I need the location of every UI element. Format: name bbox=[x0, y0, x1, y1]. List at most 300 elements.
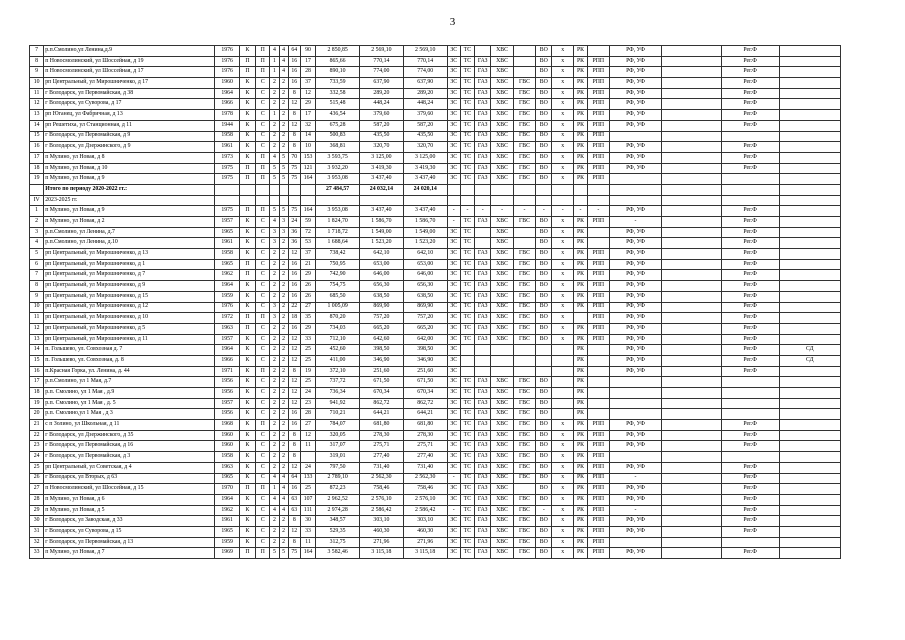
cell-s5: ГВС bbox=[513, 548, 535, 559]
cell-extra_a: 27 bbox=[300, 302, 315, 313]
cell-n: 14 bbox=[30, 345, 44, 356]
cell-empty bbox=[662, 526, 721, 537]
cell-extra_a: 25 bbox=[300, 355, 315, 366]
cell-s3: ГАЗ bbox=[475, 142, 491, 153]
cell-year: 1971 bbox=[215, 366, 239, 377]
cell-type: С bbox=[256, 88, 270, 99]
cell-addr: г Володарск, ул Заводская, д 33 bbox=[44, 516, 215, 527]
cell-mat: К bbox=[239, 99, 255, 110]
cell-s10: РФ, УФ bbox=[609, 88, 662, 99]
cell-s4: ХВС bbox=[491, 473, 513, 484]
cell-s7: х bbox=[552, 67, 573, 78]
table-row bbox=[30, 259, 841, 270]
cell-s1 bbox=[447, 195, 460, 206]
cell-n: 11 bbox=[30, 88, 44, 99]
cell-s10 bbox=[609, 537, 662, 548]
cell-extra_a: 11 bbox=[300, 537, 315, 548]
cell-area_res: 271,96 bbox=[403, 537, 447, 548]
cell-s1: ЗС bbox=[447, 46, 460, 57]
cell-s7: х bbox=[552, 516, 573, 527]
cell-apts bbox=[288, 195, 300, 206]
cell-entr: 2 bbox=[279, 398, 288, 409]
cell-s2: ТС bbox=[460, 110, 474, 121]
cell-year: 1958 bbox=[215, 131, 239, 142]
cell-apts: 8 bbox=[288, 441, 300, 452]
cell-area_res: 278,30 bbox=[403, 430, 447, 441]
cell-s8: РК bbox=[573, 526, 587, 537]
cell-s3: ГАЗ bbox=[475, 409, 491, 420]
cell-area_living: 638,50 bbox=[360, 291, 404, 302]
cell-s9: РПП bbox=[588, 270, 609, 281]
cell-s1: ЗС bbox=[447, 537, 460, 548]
cell-s5: ГВС bbox=[513, 452, 535, 463]
cell-area_total: 529,35 bbox=[316, 526, 360, 537]
cell-area_living bbox=[360, 195, 404, 206]
cell-addr: п. Гольшево, ул. Совхозная д. 7 bbox=[44, 345, 215, 356]
cell-addr: р.п.Смолино, ул Ленина, д.7 bbox=[44, 227, 215, 238]
cell-area_total: 1 005,09 bbox=[316, 302, 360, 313]
cell-floors: 2 bbox=[270, 99, 279, 110]
cell-addr: рп Центральный, ул Мирошниченко, д 15 bbox=[44, 291, 215, 302]
cell-floors: 4 bbox=[270, 46, 279, 57]
cell-s5: ГВС bbox=[513, 142, 535, 153]
cell-s7 bbox=[552, 377, 573, 388]
cell-s1: ЗС bbox=[447, 377, 460, 388]
cell-n: 2 bbox=[30, 217, 44, 228]
cell-s7 bbox=[552, 184, 573, 195]
cell-year: 1960 bbox=[215, 78, 239, 89]
cell-extra bbox=[779, 238, 840, 249]
cell-area_total: 320,05 bbox=[316, 430, 360, 441]
cell-empty bbox=[662, 516, 721, 527]
cell-apts: 63 bbox=[288, 505, 300, 516]
cell-area_total: 2 789,10 bbox=[316, 473, 360, 484]
cell-floors: 4 bbox=[270, 473, 279, 484]
cell-mat: П bbox=[239, 323, 255, 334]
cell-type: П bbox=[256, 174, 270, 185]
cell-addr: п Мулино, ул Новая, д 9 bbox=[44, 206, 215, 217]
cell-empty bbox=[662, 142, 721, 153]
cell-s1: ЗС bbox=[447, 388, 460, 399]
cell-s3: ГАЗ bbox=[475, 99, 491, 110]
cell-owner: Рег.Ф bbox=[721, 163, 779, 174]
cell-mat: П bbox=[239, 56, 255, 67]
cell-s2: ТС bbox=[460, 217, 474, 228]
cell-s8: РК bbox=[573, 120, 587, 131]
cell-entr: 2 bbox=[279, 537, 288, 548]
cell-n: 22 bbox=[30, 430, 44, 441]
cell-s4: - bbox=[491, 206, 513, 217]
cell-s9 bbox=[588, 366, 609, 377]
cell-s3: ГАЗ bbox=[475, 249, 491, 260]
cell-s6: ВО bbox=[536, 420, 552, 431]
cell-s6: ВО bbox=[536, 388, 552, 399]
cell-apts: 8 bbox=[288, 366, 300, 377]
cell-n: IV bbox=[30, 195, 44, 206]
cell-s1: ЗС bbox=[447, 238, 460, 249]
cell-addr: г Володарск, ул Суворова, д 17 bbox=[44, 99, 215, 110]
table-row bbox=[30, 345, 841, 356]
cell-area_total: 784,07 bbox=[316, 420, 360, 431]
cell-entr: 2 bbox=[279, 142, 288, 153]
cell-s9: РПП bbox=[588, 131, 609, 142]
cell-s10: РФ, УФ bbox=[609, 99, 662, 110]
section-header-row bbox=[30, 195, 841, 206]
cell-n: 8 bbox=[30, 281, 44, 292]
cell-empty bbox=[662, 99, 721, 110]
cell-extra_a: 121 bbox=[300, 163, 315, 174]
cell-empty bbox=[662, 355, 721, 366]
cell-addr: г Володарск, ул Суворова, д 15 bbox=[44, 526, 215, 537]
cell-s8: РК bbox=[573, 67, 587, 78]
cell-extra bbox=[779, 494, 840, 505]
cell-owner: Рег.Ф bbox=[721, 473, 779, 484]
cell-s3: ГАЗ bbox=[475, 505, 491, 516]
cell-area_living: 656,30 bbox=[360, 281, 404, 292]
cell-type: П bbox=[256, 56, 270, 67]
cell-owner: Рег.Ф bbox=[721, 99, 779, 110]
cell-n: 33 bbox=[30, 548, 44, 559]
cell-extra_a: 26 bbox=[300, 281, 315, 292]
cell-extra_a: 29 bbox=[300, 270, 315, 281]
cell-s9 bbox=[588, 409, 609, 420]
cell-s8: РК bbox=[573, 323, 587, 334]
cell-s7: х bbox=[552, 441, 573, 452]
cell-s3: ГАЗ bbox=[475, 537, 491, 548]
cell-floors: 2 bbox=[270, 355, 279, 366]
cell-s5: - bbox=[513, 206, 535, 217]
cell-area_living: 303,10 bbox=[360, 516, 404, 527]
cell-area_total: 411,00 bbox=[316, 355, 360, 366]
cell-s5: ГВС bbox=[513, 110, 535, 121]
cell-s9: РПП bbox=[588, 88, 609, 99]
cell-s4: ХВС bbox=[491, 259, 513, 270]
cell-mat: К bbox=[239, 398, 255, 409]
cell-s3 bbox=[475, 46, 491, 57]
cell-n: 29 bbox=[30, 505, 44, 516]
cell-area_living: 665,20 bbox=[360, 323, 404, 334]
cell-s3: ГАЗ bbox=[475, 430, 491, 441]
cell-apts: 12 bbox=[288, 462, 300, 473]
cell-s5: ГВС bbox=[513, 120, 535, 131]
cell-s6: ВО bbox=[536, 249, 552, 260]
cell-s2: ТС bbox=[460, 388, 474, 399]
cell-area_res: 642,10 bbox=[403, 249, 447, 260]
cell-area_living: 398,50 bbox=[360, 345, 404, 356]
cell-mat: К bbox=[239, 291, 255, 302]
cell-s4: ХВС bbox=[491, 270, 513, 281]
cell-extra_a: 25 bbox=[300, 484, 315, 495]
cell-year: 1966 bbox=[215, 355, 239, 366]
cell-area_total: 865,66 bbox=[316, 56, 360, 67]
cell-area_living: 770,14 bbox=[360, 56, 404, 67]
cell-s3: ГАЗ bbox=[475, 110, 491, 121]
cell-s7 bbox=[552, 388, 573, 399]
cell-type: С bbox=[256, 430, 270, 441]
cell-s4 bbox=[491, 355, 513, 366]
cell-owner: Рег.Ф bbox=[721, 355, 779, 366]
cell-floors: 2 bbox=[270, 88, 279, 99]
cell-owner: Рег.Ф bbox=[721, 441, 779, 452]
cell-addr: Итого по периоду 2020-2022 гг.: bbox=[44, 184, 215, 195]
cell-mat: П bbox=[239, 313, 255, 324]
cell-mat: П bbox=[239, 270, 255, 281]
cell-mat: К bbox=[239, 473, 255, 484]
cell-floors: 5 bbox=[270, 548, 279, 559]
cell-apts: 8 bbox=[288, 142, 300, 153]
cell-s4: ХВС bbox=[491, 99, 513, 110]
cell-empty bbox=[662, 537, 721, 548]
cell-s8: РК bbox=[573, 462, 587, 473]
cell-s10 bbox=[609, 377, 662, 388]
cell-empty bbox=[662, 441, 721, 452]
cell-extra bbox=[779, 484, 840, 495]
cell-s7: х bbox=[552, 537, 573, 548]
cell-area_res: 637,90 bbox=[403, 78, 447, 89]
cell-s4: ХВС bbox=[491, 388, 513, 399]
cell-apts: 16 bbox=[288, 291, 300, 302]
cell-s1: ЗС bbox=[447, 110, 460, 121]
cell-entr: 2 bbox=[279, 377, 288, 388]
cell-entr: 2 bbox=[279, 302, 288, 313]
cell-type: С bbox=[256, 462, 270, 473]
cell-type: С bbox=[256, 249, 270, 260]
cell-n: 4 bbox=[30, 238, 44, 249]
cell-n: 25 bbox=[30, 462, 44, 473]
cell-entr: 4 bbox=[279, 56, 288, 67]
cell-extra bbox=[779, 67, 840, 78]
cell-s1: ЗС bbox=[447, 494, 460, 505]
cell-extra bbox=[779, 152, 840, 163]
cell-s9: РПП bbox=[588, 516, 609, 527]
cell-s8: РК bbox=[573, 473, 587, 484]
cell-extra bbox=[779, 78, 840, 89]
cell-s7: х bbox=[552, 430, 573, 441]
cell-extra bbox=[779, 537, 840, 548]
cell-floors: 2 bbox=[270, 142, 279, 153]
cell-type: С bbox=[256, 473, 270, 484]
cell-n: 16 bbox=[30, 366, 44, 377]
cell-floors: 2 bbox=[270, 398, 279, 409]
cell-floors: 2 bbox=[270, 462, 279, 473]
table-row bbox=[30, 131, 841, 142]
cell-s2 bbox=[460, 366, 474, 377]
cell-area_living: 289,20 bbox=[360, 88, 404, 99]
cell-year: 1960 bbox=[215, 430, 239, 441]
cell-addr: рп Центральный, ул Мирошниченко, д 13 bbox=[44, 249, 215, 260]
cell-empty bbox=[662, 120, 721, 131]
cell-empty bbox=[662, 388, 721, 399]
cell-s7: х bbox=[552, 473, 573, 484]
cell-empty bbox=[662, 88, 721, 99]
cell-area_living: 758,46 bbox=[360, 484, 404, 495]
cell-owner bbox=[721, 452, 779, 463]
cell-year: 1965 bbox=[215, 526, 239, 537]
cell-area_res: 670,34 bbox=[403, 388, 447, 399]
cell-type: С bbox=[256, 110, 270, 121]
cell-s10: РФ, УФ bbox=[609, 355, 662, 366]
cell-s7 bbox=[552, 366, 573, 377]
cell-area_total: 737,72 bbox=[316, 377, 360, 388]
cell-s1: ЗС bbox=[447, 430, 460, 441]
cell-s1: - bbox=[447, 217, 460, 228]
cell-n: 17 bbox=[30, 152, 44, 163]
cell-type: С bbox=[256, 516, 270, 527]
cell-s3: ГАЗ bbox=[475, 548, 491, 559]
cell-s3: - bbox=[475, 206, 491, 217]
cell-mat: К bbox=[239, 227, 255, 238]
cell-empty bbox=[662, 484, 721, 495]
cell-s5: ГВС bbox=[513, 78, 535, 89]
cell-area_living: 644,21 bbox=[360, 409, 404, 420]
cell-area_total: 332,58 bbox=[316, 88, 360, 99]
cell-s6: ВО bbox=[536, 152, 552, 163]
cell-s5: ГВС bbox=[513, 462, 535, 473]
cell-s4: ХВС bbox=[491, 88, 513, 99]
cell-area_living: 2 576,10 bbox=[360, 494, 404, 505]
cell-addr: р.п.Смолино,ул Ленина,д.9 bbox=[44, 46, 215, 57]
cell-empty bbox=[662, 452, 721, 463]
cell-s2: ТС bbox=[460, 537, 474, 548]
cell-n: 21 bbox=[30, 420, 44, 431]
cell-s3: ГАЗ bbox=[475, 516, 491, 527]
cell-s6: ВО bbox=[536, 131, 552, 142]
cell-s2 bbox=[460, 345, 474, 356]
cell-n: 9 bbox=[30, 291, 44, 302]
cell-empty bbox=[662, 163, 721, 174]
cell-s1: ЗС bbox=[447, 526, 460, 537]
cell-floors: 1 bbox=[270, 67, 279, 78]
cell-extra bbox=[779, 281, 840, 292]
cell-s7: х bbox=[552, 420, 573, 431]
table-row bbox=[30, 409, 841, 420]
cell-floors: 3 bbox=[270, 302, 279, 313]
cell-year: 1965 bbox=[215, 473, 239, 484]
cell-s1: ЗС bbox=[447, 355, 460, 366]
cell-type: С bbox=[256, 99, 270, 110]
cell-year: 1969 bbox=[215, 548, 239, 559]
cell-s8: РК bbox=[573, 516, 587, 527]
cell-s1: ЗС bbox=[447, 398, 460, 409]
cell-s1: ЗС bbox=[447, 302, 460, 313]
cell-mat: П bbox=[239, 163, 255, 174]
cell-extra bbox=[779, 99, 840, 110]
cell-s2: ТС bbox=[460, 142, 474, 153]
cell-s10: РФ, УФ bbox=[609, 484, 662, 495]
cell-s10: РФ, УФ bbox=[609, 46, 662, 57]
cell-s5: ГВС bbox=[513, 152, 535, 163]
cell-s6: ВО bbox=[536, 99, 552, 110]
cell-apts: 8 bbox=[288, 110, 300, 121]
cell-area_res: 757,20 bbox=[403, 313, 447, 324]
cell-entr: 2 bbox=[279, 131, 288, 142]
cell-n: 9 bbox=[30, 67, 44, 78]
cell-s3 bbox=[475, 195, 491, 206]
cell-s3: ГАЗ bbox=[475, 291, 491, 302]
cell-area_res: 3 437,40 bbox=[403, 174, 447, 185]
cell-s5: ГВС bbox=[513, 441, 535, 452]
cell-extra_a: 30 bbox=[300, 516, 315, 527]
cell-s8: - bbox=[573, 206, 587, 217]
cell-s8: РК bbox=[573, 142, 587, 153]
cell-addr: с п Золино, ул Школьная, д 11 bbox=[44, 420, 215, 431]
cell-s8: РК bbox=[573, 174, 587, 185]
cell-area_living: 757,20 bbox=[360, 313, 404, 324]
cell-empty bbox=[662, 430, 721, 441]
cell-s3 bbox=[475, 355, 491, 366]
cell-area_living: 637,90 bbox=[360, 78, 404, 89]
cell-type: С bbox=[256, 131, 270, 142]
cell-apts: 64 bbox=[288, 46, 300, 57]
cell-apts: 12 bbox=[288, 377, 300, 388]
cell-s2 bbox=[460, 355, 474, 366]
cell-n: 31 bbox=[30, 526, 44, 537]
cell-empty bbox=[662, 131, 721, 142]
cell-s9 bbox=[588, 227, 609, 238]
cell-extra_a: 26 bbox=[300, 291, 315, 302]
cell-s7 bbox=[552, 398, 573, 409]
cell-s4: ХВС bbox=[491, 131, 513, 142]
cell-empty bbox=[662, 505, 721, 516]
cell-area_total: 312,75 bbox=[316, 537, 360, 548]
cell-s9: РПП bbox=[588, 120, 609, 131]
cell-area_total: 3 953,08 bbox=[316, 206, 360, 217]
table-row bbox=[30, 120, 841, 131]
cell-s5 bbox=[513, 355, 535, 366]
table-row bbox=[30, 430, 841, 441]
cell-s5: ГВС bbox=[513, 526, 535, 537]
cell-owner: Рег.Ф bbox=[721, 484, 779, 495]
cell-s5: ГВС bbox=[513, 473, 535, 484]
cell-apts: 36 bbox=[288, 238, 300, 249]
cell-s3: ГАЗ bbox=[475, 462, 491, 473]
cell-floors: 2 bbox=[270, 526, 279, 537]
cell-s8: РК bbox=[573, 227, 587, 238]
cell-s8: РК bbox=[573, 377, 587, 388]
cell-extra_a: 35 bbox=[300, 313, 315, 324]
cell-empty bbox=[662, 174, 721, 185]
cell-year: 1963 bbox=[215, 323, 239, 334]
cell-year: 1964 bbox=[215, 345, 239, 356]
cell-s8 bbox=[573, 195, 587, 206]
cell-s8: РК bbox=[573, 430, 587, 441]
cell-extra_a bbox=[300, 195, 315, 206]
cell-type: С bbox=[256, 120, 270, 131]
cell-s3: ГАЗ bbox=[475, 78, 491, 89]
cell-extra_a: 111 bbox=[300, 505, 315, 516]
cell-entr: 2 bbox=[279, 120, 288, 131]
cell-area_living: 320,70 bbox=[360, 142, 404, 153]
cell-s4: ХВС bbox=[491, 78, 513, 89]
cell-mat: К bbox=[239, 302, 255, 313]
cell-n: 15 bbox=[30, 355, 44, 366]
cell-year: 1963 bbox=[215, 462, 239, 473]
cell-area_total: 515,48 bbox=[316, 99, 360, 110]
cell-year: 1961 bbox=[215, 142, 239, 153]
cell-area_res: 303,10 bbox=[403, 516, 447, 527]
cell-empty bbox=[662, 184, 721, 195]
cell-s4: ХВС bbox=[491, 227, 513, 238]
cell-area_res: 2 562,30 bbox=[403, 473, 447, 484]
cell-addr: рп Решетиха, ул Станционная, д 11 bbox=[44, 120, 215, 131]
cell-owner: Рег.Ф bbox=[721, 142, 779, 153]
cell-s10: РФ, УФ bbox=[609, 516, 662, 527]
cell-s7: х bbox=[552, 484, 573, 495]
cell-extra bbox=[779, 291, 840, 302]
cell-entr: 2 bbox=[279, 366, 288, 377]
cell-s4: ХВС bbox=[491, 548, 513, 559]
cell-s7: х bbox=[552, 163, 573, 174]
